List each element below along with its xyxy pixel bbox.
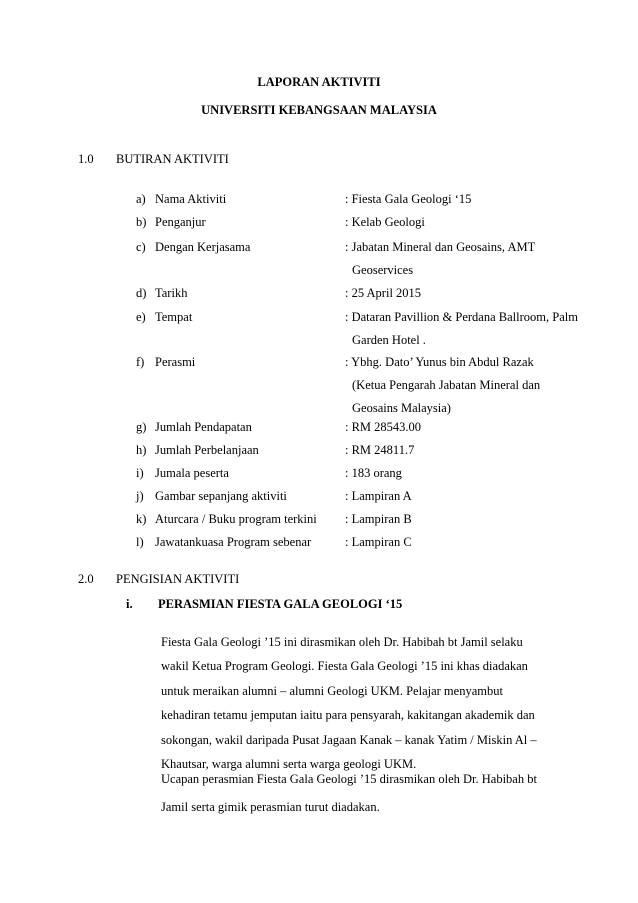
detail-value: : 25 April 2015 [345,286,422,300]
detail-label: Jumala peserta [155,466,229,480]
detail-letter: d) [136,286,147,300]
detail-label: Aturcara / Buku program terkini [155,512,317,526]
section-1-number: 1.0 [78,152,94,166]
detail-value: : Lampiran A [345,489,412,503]
detail-value: : 183 orang [345,466,402,480]
paragraph-line: Fiesta Gala Geologi ’15 ini dirasmikan oleh Dr. Habibah bt Jamil selaku [161,635,523,649]
detail-letter: c) [136,240,146,254]
detail-letter: b) [136,215,147,229]
section-2-number: 2.0 [78,572,94,586]
paragraph-line: Jamil serta gimik perasmian turut diadakan. [161,800,380,814]
detail-label: Dengan Kerjasama [155,240,251,254]
detail-value: : Ybhg. Dato’ Yunus bin Abdul Razak [345,355,534,369]
paragraph-line: Ucapan perasmian Fiesta Gala Geologi ’15 dirasmikan oleh Dr. Habibah bt [161,772,537,786]
subsection-number: i. [126,597,133,611]
detail-value: : RM 28543.00 [345,420,422,434]
detail-letter: h) [136,443,147,457]
section-2-heading: PENGISIAN AKTIVITI [116,572,240,586]
detail-letter: l) [136,535,144,549]
document-subtitle: UNIVERSITI KEBANGSAAN MALAYSIA [201,103,437,117]
paragraph-line: wakil Ketua Program Geologi. Fiesta Gala Geologi ’15 ini khas diadakan [161,659,528,673]
detail-value: : Kelab Geologi [345,215,425,229]
detail-label: Tarikh [155,286,188,300]
detail-label: Jawatankuasa Program sebenar [155,535,312,549]
detail-value: : Lampiran B [345,512,412,526]
detail-label: Nama Aktiviti [155,192,227,206]
detail-value-continued: Geosains Malaysia) [352,401,451,415]
detail-value-continued: Geoservices [352,263,414,277]
detail-letter: a) [136,192,146,206]
paragraph-line: untuk meraikan alumni – alumni Geologi UKM. Pelajar menyambut [161,684,503,698]
detail-label: Jumlah Pendapatan [155,420,252,434]
detail-value: : Fiesta Gala Geologi ‘15 [345,192,472,206]
detail-value-continued: (Ketua Pengarah Jabatan Mineral dan [352,378,541,392]
detail-letter: i) [136,466,144,480]
detail-letter: j) [136,489,144,503]
detail-label: Penganjur [155,215,206,229]
detail-label: Gambar sepanjang aktiviti [155,489,287,503]
detail-letter: k) [136,512,147,526]
document-title: LAPORAN AKTIVITI [257,75,381,89]
detail-letter: g) [136,420,147,434]
detail-value-continued: Garden Hotel . [352,333,426,347]
subsection-heading: PERASMIAN FIESTA GALA GEOLOGI ‘15 [158,597,403,611]
detail-letter: f) [136,355,145,369]
detail-value: : Lampiran C [345,535,412,549]
detail-value: : Dataran Pavillion & Perdana Ballroom, Palm [345,310,578,324]
detail-value: : RM 24811.7 [345,443,415,457]
detail-label: Perasmi [155,355,196,369]
detail-letter: e) [136,310,146,324]
paragraph-line: sokongan, wakil daripada Pusat Jagaan Kanak – kanak Yatim / Miskin Al – [161,733,537,747]
detail-value: : Jabatan Mineral dan Geosains, AMT [345,240,536,254]
detail-label: Tempat [155,310,193,324]
detail-label: Jumlah Perbelanjaan [155,443,259,457]
section-1-heading: BUTIRAN AKTIVITI [116,152,229,166]
paragraph-line: Khautsar, warga alumni serta warga geologi UKM. [161,757,417,771]
paragraph-line: kehadiran tetamu jemputan iaitu para pensyarah, kakitangan akademik dan [161,708,535,722]
